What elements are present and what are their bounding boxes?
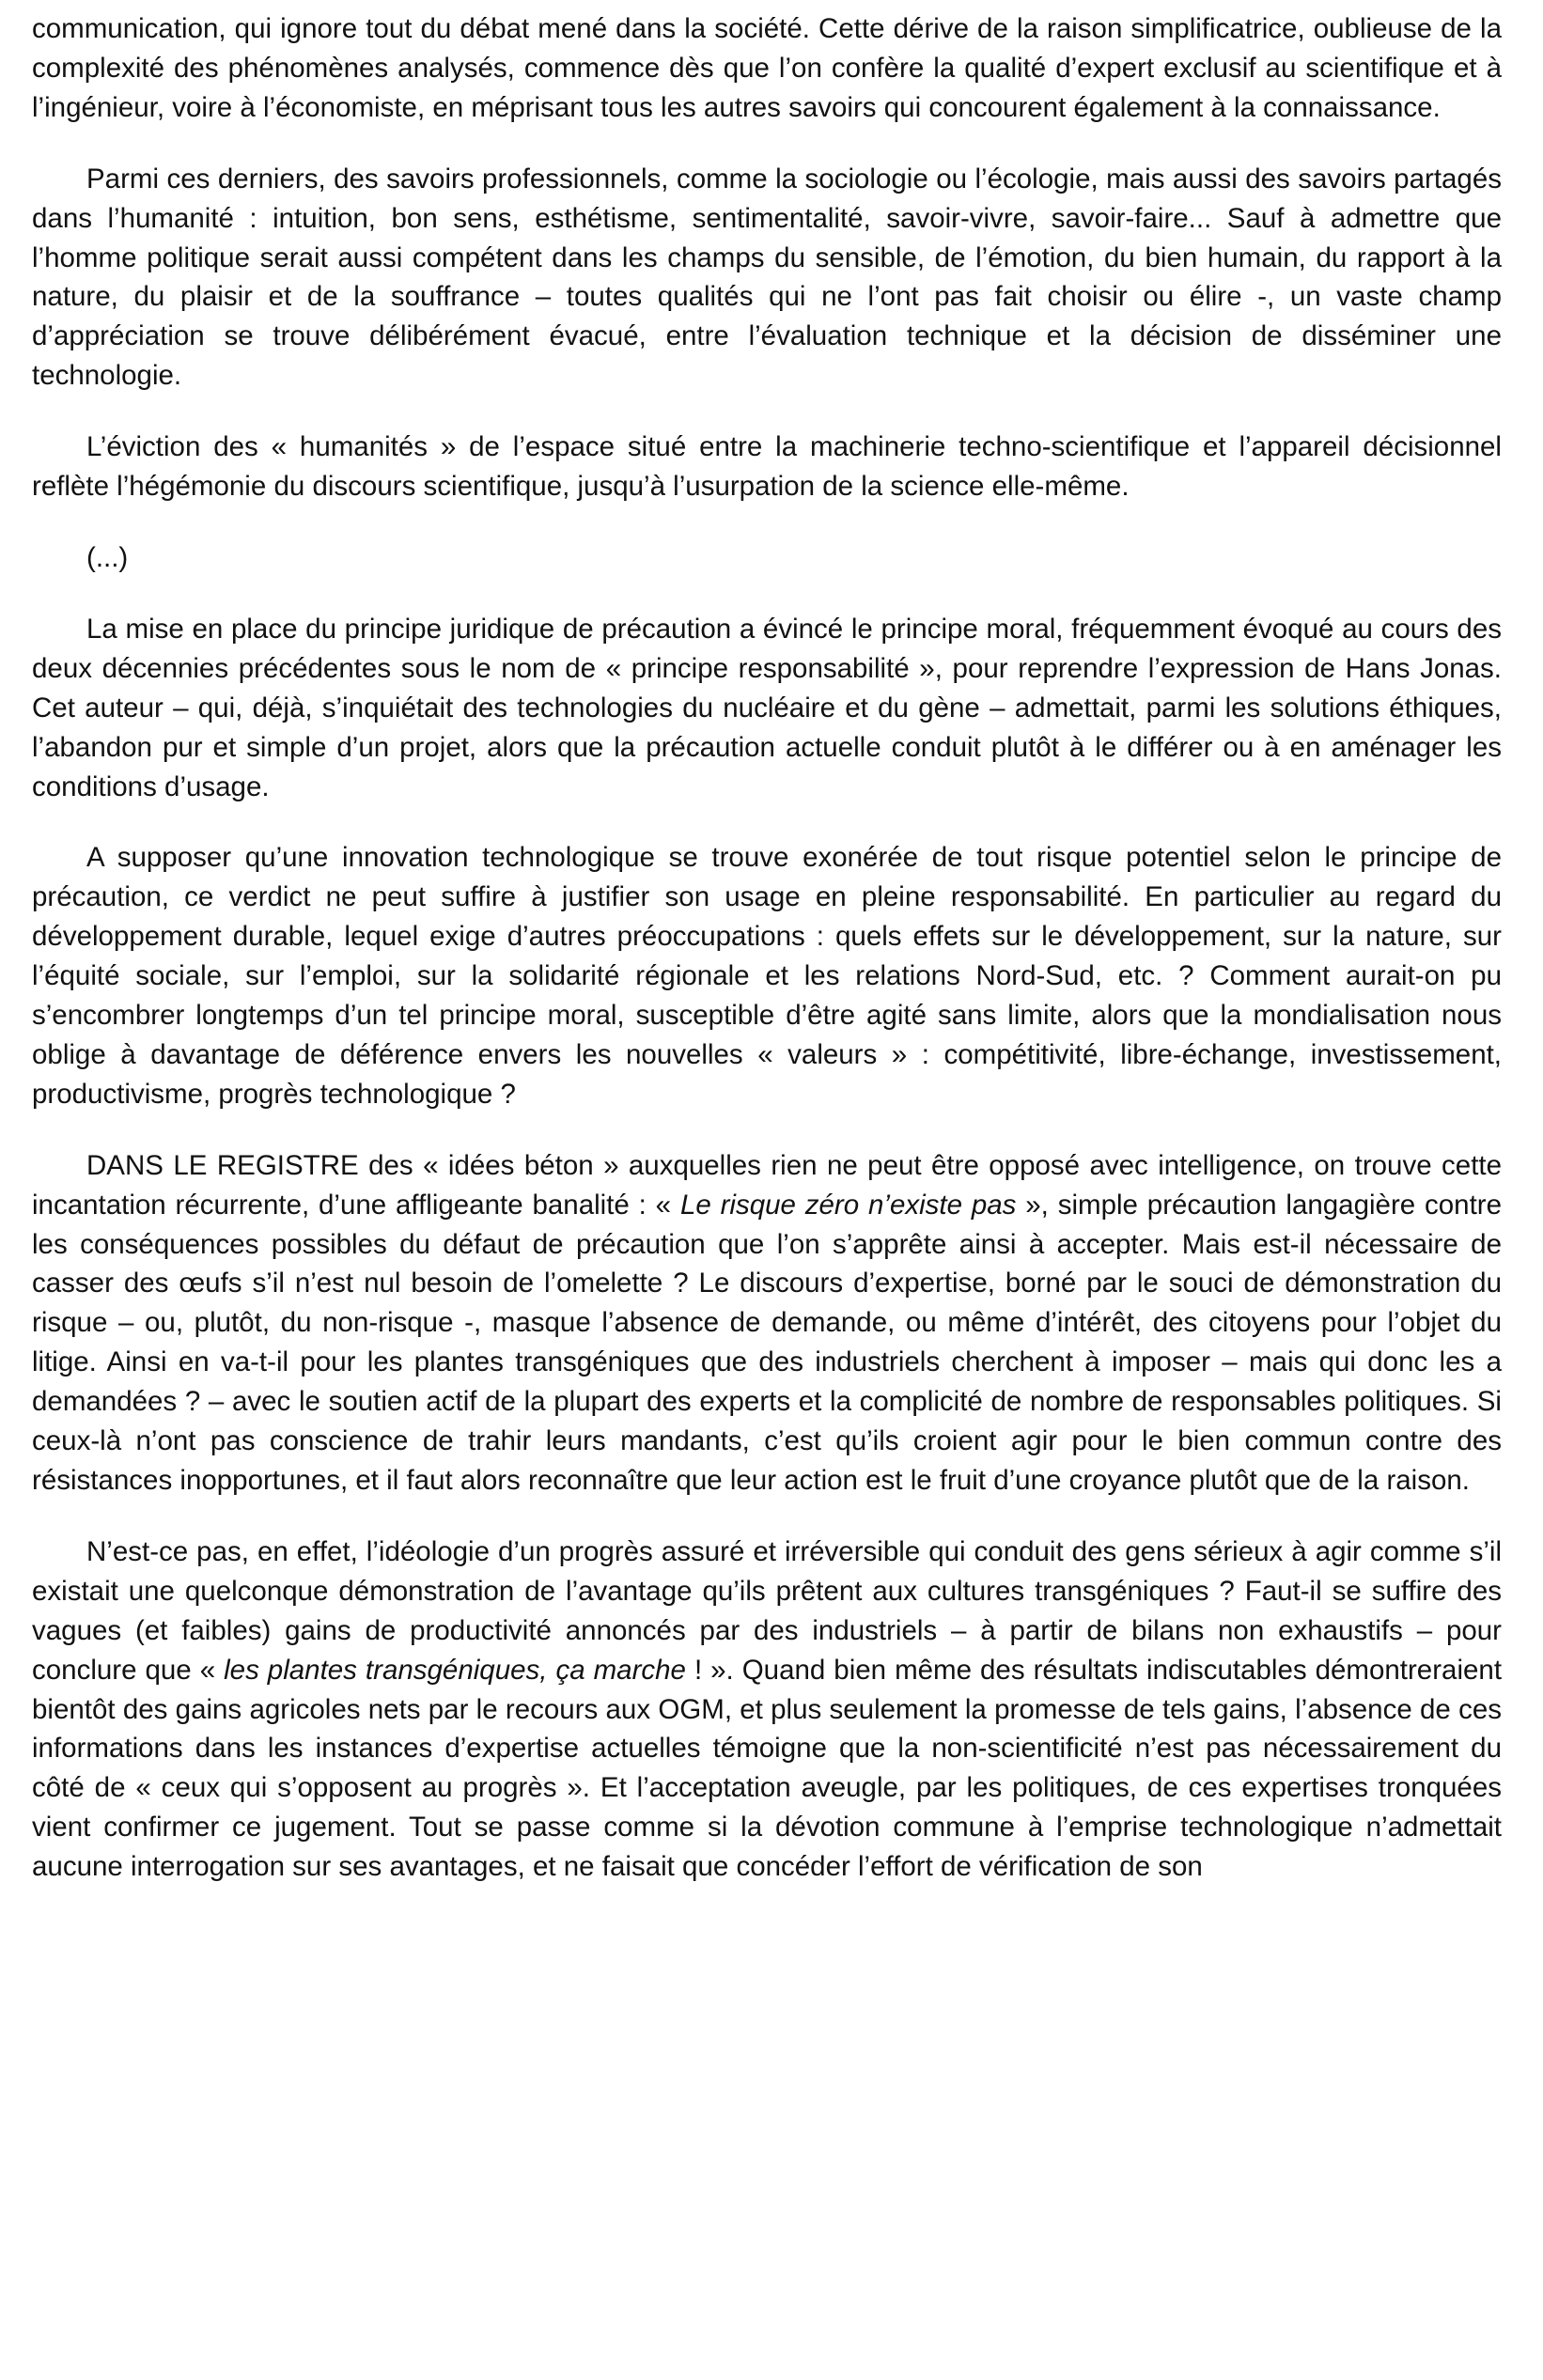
text-run: N’est-ce pas, en effet, l’idéologie d’un progrès assuré et irréversible qui conduit des gens sérieux à agir comme s’il existait une quelconque démonstration de l’avantage qu’ils prêtent aux cultures transgéniques ? Faut-il se suffire des vagues (et faibles) gains de productivité annoncés par des industriels – à partir de bilans non exhaustifs – pour conclure que « bbox=[32, 1535, 1502, 1686]
text-run: A supposer qu’une innovation technologique se trouve exonérée de tout risque potentiel selon le principe de précaution, ce verdict ne peut suffire à justifier son usage en pleine responsabilité. En particulier au regard du développement durable, lequel exige d’autres préoccupations : quels effets sur le développement, sur la nature, sur l’équité sociale, sur l’emploi, sur la solidarité régionale et les relations Nord-Sud, etc. ? Comment aurait-on pu s’encombrer longtemps d’un tel principe moral, susceptible d’être agité sans limite, alors que la mondialisation nous oblige à davantage de déférence envers les nouvelles « valeurs » : compétitivité, libre-échange, investissement, productivisme, progrès technologique ? bbox=[32, 842, 1502, 1110]
text-run: DANS LE REGISTRE des « idées béton » auxquelles rien ne peut être opposé avec intelligence, on trouve cette incantation récurrente, d’une affligeante banalité : « bbox=[32, 1149, 1502, 1221]
text-run: Parmi ces derniers, des savoirs professionnels, comme la sociologie ou l’écologie, mais aussi des savoirs partagés dans l’humanité : intuition, bon sens, esthétisme, sentimentalité, savoir-vivre, savoir-faire... Sauf à admettre que l’homme politique serait aussi compétent dans les champs du sensible, de l’émotion, du bien humain, du rapport à la nature, du plaisir et de la souffrance – toutes qualités qui ne l’ont pas fait choisir ou élire -, un vaste champ d’appréciation se trouve délibérément évacué, entre l’évaluation technique et la décision de disséminer une technologie. bbox=[32, 163, 1502, 392]
paragraph-1 bbox=[32, 9, 1502, 128]
text-run: (...) bbox=[86, 541, 129, 573]
text-run: L’éviction des « humanités » de l’espace situé entre la machinerie techno-scientifique et l’appareil décisionnel reflète l’hégémonie du discours scientifique, jusqu’à l’usurpation de la science elle-même. bbox=[32, 431, 1502, 503]
paragraph-3 bbox=[32, 428, 1502, 506]
italic-quote: les plantes transgéniques, ça marche bbox=[224, 1654, 686, 1686]
text-run: ! ». Quand bien même des résultats indiscutables démontreraient bientôt des gains agricoles nets par le recours aux OGM, et plus seulement la promesse de tels gains, l’absence de ces informations dans les instances d’expertise actuelles témoigne que la non-scientificité n’est pas nécessairement du côté de « ceux qui s’opposent au progrès ». Et l’acceptation aveugle, par les politiques, de ces expertises tronquées vient confirmer ce jugement. Tout se passe comme si la dévotion commune à l’emprise technologique n’admettait aucune interrogation sur ses avantages, et ne faisait que concéder l’effort de vérification de son bbox=[32, 1654, 1503, 1883]
text-run: », simple précaution langagière contre les conséquences possibles du défaut de précaution que l’on s’apprête ainsi à accepter. Mais est-il nécessaire de casser des œufs s’il n’est nul besoin de l’omelette ? Le discours d’expertise, borné par le souci de démonstration du risque – ou, plutôt, du non-risque -, masque l’absence de demande, ou même d’intérêt, des citoyens pour l’objet du litige. Ainsi en va-t-il pour les plantes transgéniques que des industriels cherchent à imposer – mais qui donc les a demandées ? – avec le soutien actif de la plupart des experts et la complicité de nombre de responsables politiques. Si ceux-là n’ont pas conscience de trahir leurs mandants, c’est qu’ils croient agir pour le bien commun contre des résistances inopportunes, et il faut alors reconnaître que leur action est le fruit d’une croyance plutôt que de la raison. bbox=[32, 1189, 1503, 1496]
text-run: communication, qui ignore tout du débat mené dans la société. Cette dérive de la raison simplificatrice, oublieuse de la complexité des phénomènes analysés, commence dès que l’on confère la qualité d’expert exclusif au scientifique et à l’ingénieur, voire à l’économiste, en méprisant tous les autres savoirs qui concourent également à la connaissance. bbox=[32, 13, 1502, 123]
italic-quote: Le risque zéro n’existe pas bbox=[679, 1189, 1017, 1221]
paragraph-8 bbox=[32, 1532, 1502, 1887]
document-body bbox=[32, 9, 1502, 1887]
paragraph-2 bbox=[32, 160, 1502, 396]
paragraph-5 bbox=[32, 610, 1502, 807]
paragraph-6 bbox=[32, 838, 1502, 1113]
paragraph-7 bbox=[32, 1146, 1502, 1501]
text-run: La mise en place du principe juridique de précaution a évincé le principe moral, fréquemment évoqué au cours des deux décennies précédentes sous le nom de « principe responsabilité », pour reprendre l’expression de Hans Jonas. Cet auteur – qui, déjà, s’inquiétait des technologies du nucléaire et du gène – admettait, parmi les solutions éthiques, l’abandon pur et simple d’un projet, alors que la précaution actuelle conduit plutôt à le différer ou à en aménager les conditions d’usage. bbox=[32, 613, 1502, 802]
paragraph-4 bbox=[32, 538, 1502, 578]
